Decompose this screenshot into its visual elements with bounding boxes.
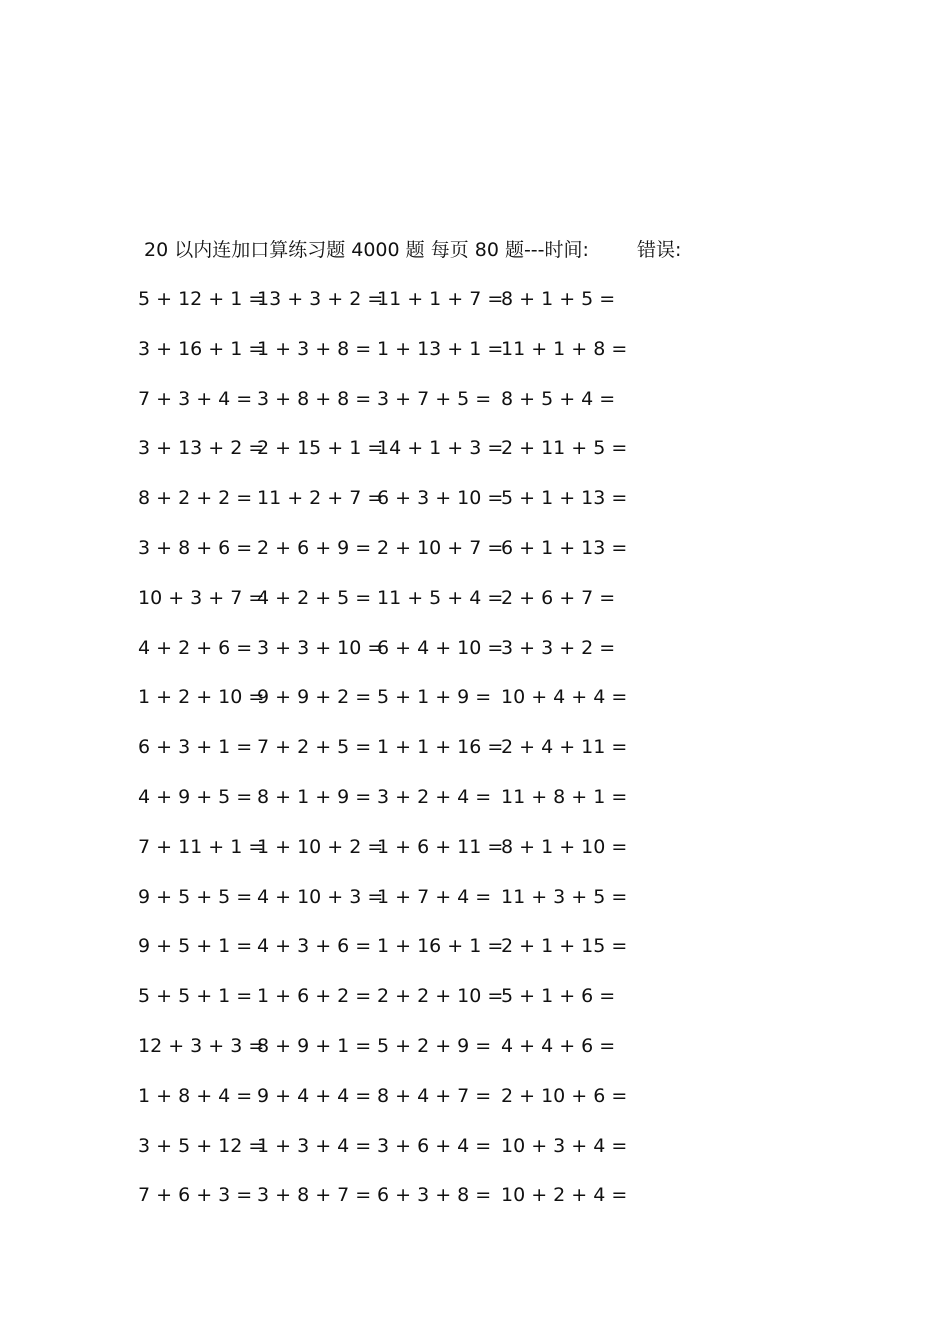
- problem-item: 8 + 1 + 10 =: [501, 835, 628, 858]
- problem-item: 4 + 2 + 6 =: [138, 636, 253, 659]
- problem-item: 9 + 4 + 4 =: [257, 1084, 372, 1107]
- worksheet-title: 20 以内连加口算练习题 4000 题 每页 80 题---时间:: [144, 239, 589, 261]
- problem-item: 4 + 4 + 6 =: [501, 1034, 616, 1057]
- problem-item: 11 + 5 + 4 =: [377, 586, 504, 609]
- problem-item: 3 + 2 + 4 =: [377, 785, 492, 808]
- problem-row: [138, 536, 664, 586]
- problem-item: 4 + 2 + 5 =: [257, 586, 372, 609]
- problem-item: 2 + 6 + 7 =: [501, 586, 616, 609]
- problem-item: 12 + 3 + 3 =: [138, 1034, 265, 1057]
- problem-item: 2 + 10 + 7 =: [377, 536, 504, 559]
- problem-row: [138, 636, 664, 686]
- problem-item: 2 + 10 + 6 =: [501, 1084, 628, 1107]
- problem-grid: [138, 287, 664, 1233]
- problem-item: 5 + 1 + 9 =: [377, 686, 492, 709]
- problem-item: 1 + 3 + 4 =: [257, 1134, 372, 1157]
- problem-item: 10 + 2 + 4 =: [501, 1184, 628, 1207]
- problem-item: 7 + 3 + 4 =: [138, 387, 253, 410]
- problem-item: 10 + 3 + 4 =: [501, 1134, 628, 1157]
- problem-item: 10 + 4 + 4 =: [501, 686, 628, 709]
- problem-item: 6 + 3 + 8 =: [377, 1184, 492, 1207]
- problem-item: 8 + 1 + 5 =: [501, 288, 616, 310]
- problem-item: 5 + 1 + 13 =: [501, 487, 628, 510]
- problem-item: 7 + 11 + 1 =: [138, 835, 265, 858]
- problem-item: 3 + 5 + 12 =: [138, 1134, 265, 1157]
- worksheet-header: [144, 237, 682, 263]
- problem-item: 11 + 8 + 1 =: [501, 785, 628, 808]
- problem-item: 3 + 8 + 7 =: [257, 1184, 372, 1207]
- problem-item: 13 + 3 + 2 =: [257, 288, 384, 310]
- problem-item: 1 + 6 + 11 =: [377, 835, 504, 858]
- problem-item: 1 + 1 + 16 =: [377, 736, 504, 759]
- problem-item: 3 + 16 + 1 =: [138, 337, 265, 360]
- problem-row: [138, 586, 664, 636]
- problem-row: [138, 287, 664, 337]
- problem-item: 4 + 3 + 6 =: [257, 935, 372, 958]
- problem-item: 2 + 4 + 11 =: [501, 736, 628, 759]
- problem-item: 2 + 2 + 10 =: [377, 985, 504, 1008]
- problem-item: 8 + 5 + 4 =: [501, 387, 616, 410]
- problem-item: 2 + 6 + 9 =: [257, 536, 372, 559]
- problem-item: 10 + 3 + 7 =: [138, 586, 265, 609]
- problem-row: [138, 984, 664, 1034]
- problem-item: 7 + 6 + 3 =: [138, 1184, 253, 1207]
- problem-row: [138, 735, 664, 785]
- problem-row: [138, 685, 664, 735]
- problem-item: 7 + 2 + 5 =: [257, 736, 372, 759]
- problem-item: 1 + 8 + 4 =: [138, 1084, 253, 1107]
- problem-item: 6 + 1 + 13 =: [501, 536, 628, 559]
- problem-item: 3 + 3 + 2 =: [501, 636, 616, 659]
- problem-item: 3 + 8 + 8 =: [257, 387, 372, 410]
- problem-row: [138, 885, 664, 935]
- problem-item: 5 + 12 + 1 =: [138, 288, 265, 310]
- problem-item: 11 + 3 + 5 =: [501, 885, 628, 908]
- problem-item: 4 + 9 + 5 =: [138, 785, 253, 808]
- problem-item: 9 + 9 + 2 =: [257, 686, 372, 709]
- problem-item: 2 + 15 + 1 =: [257, 437, 384, 460]
- problem-item: 1 + 3 + 8 =: [257, 337, 372, 360]
- problem-item: 3 + 6 + 4 =: [377, 1134, 492, 1157]
- problem-item: 11 + 2 + 7 =: [257, 487, 384, 510]
- problem-row: [138, 337, 664, 387]
- problem-row: [138, 835, 664, 885]
- problem-row: [138, 934, 664, 984]
- problem-item: 5 + 2 + 9 =: [377, 1034, 492, 1057]
- problem-item: 4 + 10 + 3 =: [257, 885, 384, 908]
- problem-item: 8 + 9 + 1 =: [257, 1034, 372, 1057]
- problem-item: 1 + 13 + 1 =: [377, 337, 504, 360]
- problem-item: 2 + 1 + 15 =: [501, 935, 628, 958]
- problem-item: 6 + 4 + 10 =: [377, 636, 504, 659]
- problem-item: 6 + 3 + 10 =: [377, 487, 504, 510]
- problem-item: 8 + 1 + 9 =: [257, 785, 372, 808]
- problem-item: 1 + 7 + 4 =: [377, 885, 492, 908]
- problem-row: [138, 785, 664, 835]
- problem-item: 5 + 5 + 1 =: [138, 985, 253, 1008]
- problem-item: 2 + 11 + 5 =: [501, 437, 628, 460]
- problem-item: 3 + 13 + 2 =: [138, 437, 265, 460]
- problem-item: 3 + 8 + 6 =: [138, 536, 253, 559]
- problem-item: 8 + 2 + 2 =: [138, 487, 253, 510]
- problem-item: 1 + 10 + 2 =: [257, 835, 384, 858]
- problem-item: 6 + 3 + 1 =: [138, 736, 253, 759]
- problem-item: 5 + 1 + 6 =: [501, 985, 616, 1008]
- problem-item: 1 + 2 + 10 =: [138, 686, 265, 709]
- problem-item: 9 + 5 + 5 =: [138, 885, 253, 908]
- problem-item: 9 + 5 + 1 =: [138, 935, 253, 958]
- problem-item: 1 + 16 + 1 =: [377, 935, 504, 958]
- problem-row: [138, 1183, 664, 1233]
- errors-label: 错误:: [637, 239, 682, 261]
- problem-row: [138, 436, 664, 486]
- problem-item: 11 + 1 + 8 =: [501, 337, 628, 360]
- problem-item: 3 + 3 + 10 =: [257, 636, 384, 659]
- problem-item: 1 + 6 + 2 =: [257, 985, 372, 1008]
- problem-item: 14 + 1 + 3 =: [377, 437, 504, 460]
- problem-item: 8 + 4 + 7 =: [377, 1084, 492, 1107]
- problem-row: [138, 1034, 664, 1084]
- problem-row: [138, 1134, 664, 1184]
- problem-row: [138, 486, 664, 536]
- problem-item: 11 + 1 + 7 =: [377, 288, 504, 310]
- problem-row: [138, 1084, 664, 1134]
- problem-row: [138, 387, 664, 437]
- problem-item: 3 + 7 + 5 =: [377, 387, 492, 410]
